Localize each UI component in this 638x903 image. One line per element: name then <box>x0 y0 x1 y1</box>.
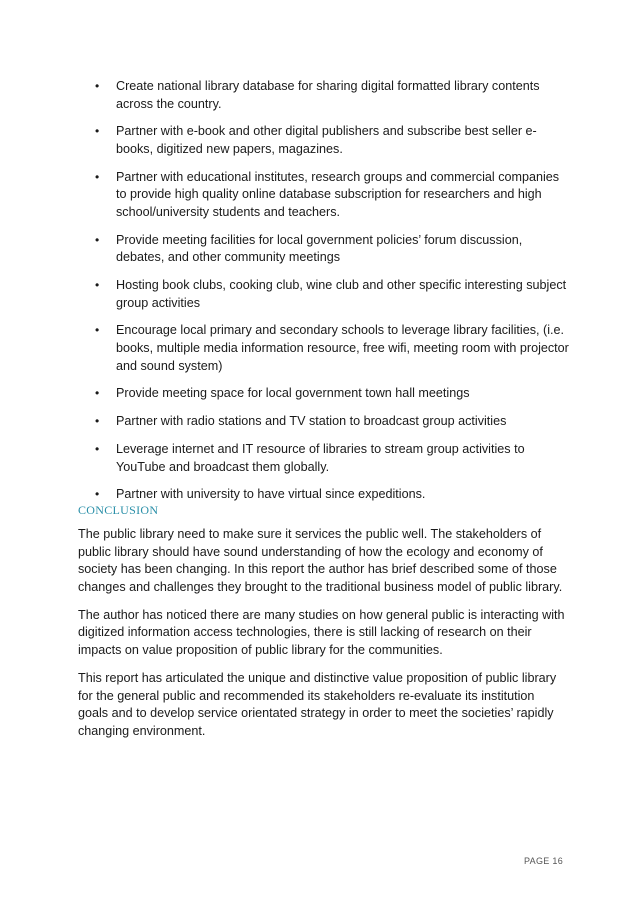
bullet-item <box>0 123 638 158</box>
bullet-item <box>0 322 638 375</box>
bullet-dot: • <box>95 124 100 139</box>
bullet-dot: • <box>95 232 100 247</box>
bullet-text: Partner with radio stations and TV station to broadcast group activities <box>116 414 507 429</box>
conclusion-paragraph: This report has articulated the unique and distinctive value proposition of public library for the general public and recommended its stakeholders re-evaluate its institution goals and to develop service orientated strategy in order to meet the societies’ rapidly changing environment. <box>78 670 557 738</box>
conclusion-heading: CONCLUSION <box>78 503 159 517</box>
bullet-text: Encourage local primary and secondary schools to leverage library facilities, (i.e. books, multiple media information resource, free wifi, meeting room with projector and sound system) <box>116 323 569 373</box>
bullet-dot: • <box>95 169 100 184</box>
conclusion-body <box>78 526 568 751</box>
bullet-item <box>0 232 638 267</box>
bullet-text: Create national library database for sharing digital formatted library contents across the country. <box>116 79 540 111</box>
page-number: PAGE 16 <box>524 856 563 866</box>
bullet-dot: • <box>95 442 100 456</box>
bullet-item <box>0 277 638 312</box>
bullet-text: Leverage internet and IT resource of libraries to stream group activities to YouTube and broadcast them globally. <box>116 442 525 474</box>
bullet-text: Provide meeting facilities for local government policies’ forum discussion, debates, and other community meetings <box>116 232 523 265</box>
bullet-dot: • <box>95 487 100 502</box>
conclusion-paragraph: The public library need to make sure it services the public well. The stakeholders of public library should have sound understanding of how the ecology and economy of society has been changing. In this report the author has brief described some of those changes and challenges they brought to the traditional business model of public library. <box>78 527 563 594</box>
bullet-item <box>0 169 638 222</box>
bullet-item <box>0 486 638 504</box>
bullet-dot: • <box>95 278 100 293</box>
bullet-dot: • <box>95 323 100 338</box>
bullet-item <box>0 78 638 113</box>
bullet-dot: • <box>95 414 100 429</box>
bullet-list <box>0 78 638 514</box>
bullet-text: Provide meeting space for local government town hall meetings <box>116 386 470 401</box>
bullet-text: Hosting book clubs, cooking club, wine club and other specific interesting subject group activities <box>116 278 567 310</box>
bullet-text: Partner with educational institutes, research groups and commercial companies to provide high quality online database subscription for researchers and high school/university students and teachers. <box>116 169 560 219</box>
conclusion-paragraph: The author has noticed there are many studies on how general public is interacting with digitized information access technologies, there is still lacking of research on their impacts on value proposition of public library for the communities. <box>78 607 565 657</box>
bullet-dot: • <box>95 386 100 401</box>
bullet-item <box>0 385 638 403</box>
bullet-text: Partner with e-book and other digital publishers and subscribe best seller e-books, digitized new papers, magazines. <box>116 124 537 156</box>
bullet-item <box>0 441 638 476</box>
bullet-dot: • <box>95 79 100 93</box>
bullet-text: Partner with university to have virtual since expeditions. <box>116 487 426 502</box>
bullet-item <box>0 413 638 431</box>
